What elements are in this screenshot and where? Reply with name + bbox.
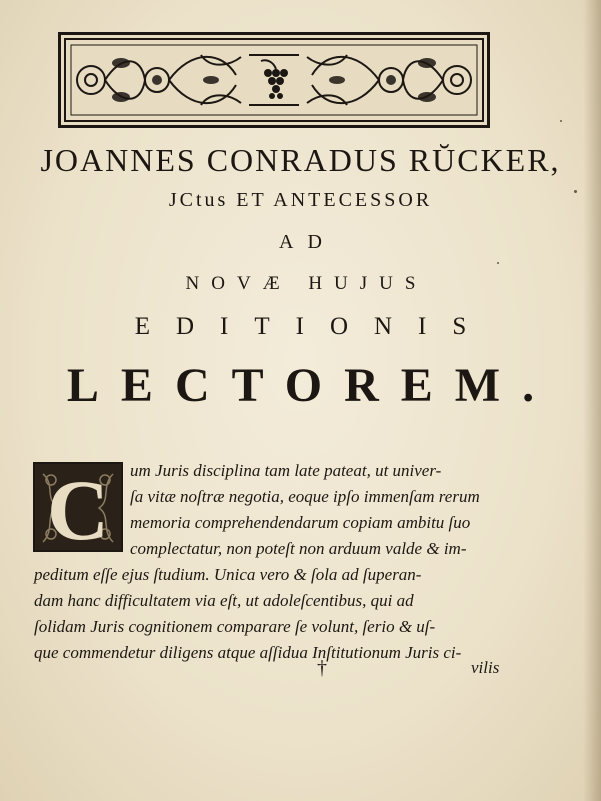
heading-editionis: EDITIONIS (134, 313, 493, 340)
ornamental-headpiece (58, 32, 490, 128)
heading-lectorem: LECTOREM. (66, 359, 557, 412)
text-line-8: que commendetur diligens atque aſſidua Inſtitutionum Juris ci- (34, 643, 462, 662)
text-line-5: peditum eſſe ejus ſtudium. Unica vero & ſola ad ſuperan- (34, 565, 422, 584)
catchword: vilis (471, 658, 500, 677)
text-line-2: ſa vitæ noſtræ negotia, eoque ipſo immenſam rerum (130, 487, 480, 506)
paper-speck (497, 262, 499, 264)
text-line-6: dam hanc difficultatem via eſt, ut adoleſcentibus, qui ad (34, 591, 414, 610)
author-role: JCtus ET ANTECESSOR (168, 189, 433, 211)
page-edge-shadow (583, 0, 601, 801)
text-line-3: memoria comprehendendarum copiam ambitu ſuo (130, 513, 471, 532)
initial-letter: C (46, 462, 110, 558)
signature-mark: † (317, 657, 327, 679)
heading-ad: AD (279, 231, 336, 253)
text-line-7: ſolidam Juris cognitionem comparare ſe volunt, ſerio & uſ- (34, 617, 436, 636)
text-line-4: complectatur, non poteſt non arduum valde & im- (130, 539, 467, 558)
heading-novae-hujus: NOVÆ HUJUS (185, 273, 428, 294)
decorated-initial (33, 462, 123, 558)
text-line-1: um Juris disciplina tam late pateat, ut univer- (130, 461, 442, 480)
paper-speck (574, 190, 577, 193)
paper-speck (560, 120, 562, 122)
author-heading: JOANNES CONRADUS RŬCKER, (40, 142, 561, 178)
